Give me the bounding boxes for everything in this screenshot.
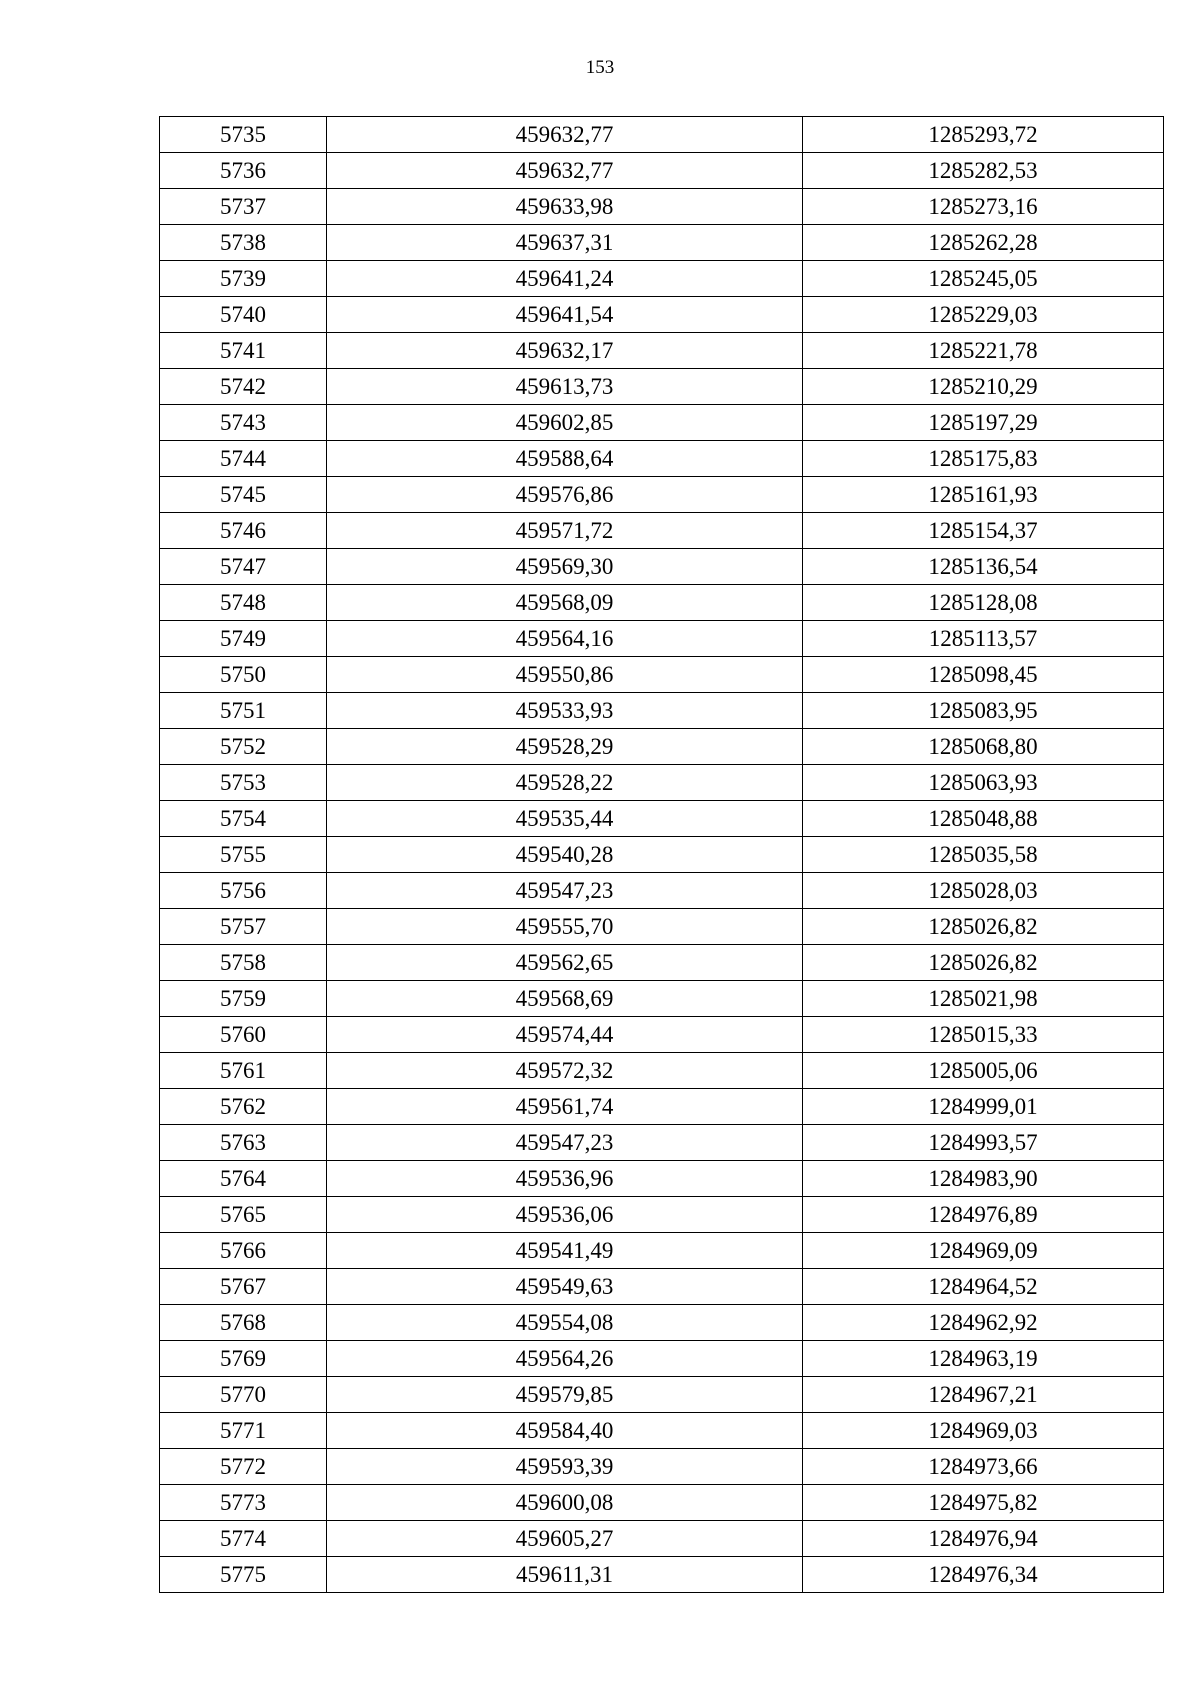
x-coordinate-cell: 459540,28 [327,837,803,873]
x-coordinate-cell: 459593,39 [327,1449,803,1485]
point-number-cell: 5770 [160,1377,327,1413]
x-coordinate-cell: 459632,77 [327,153,803,189]
table-row [160,369,1164,405]
table-row [160,117,1164,153]
x-coordinate-cell: 459637,31 [327,225,803,261]
point-number-cell: 5771 [160,1413,327,1449]
table-row [160,261,1164,297]
point-number-cell: 5775 [160,1557,327,1593]
y-coordinate-cell: 1285282,53 [803,153,1164,189]
y-coordinate-cell: 1284964,52 [803,1269,1164,1305]
x-coordinate-cell: 459571,72 [327,513,803,549]
table-row [160,1557,1164,1593]
y-coordinate-cell: 1285175,83 [803,441,1164,477]
table-row [160,621,1164,657]
point-number-cell: 5751 [160,693,327,729]
table-row [160,585,1164,621]
x-coordinate-cell: 459605,27 [327,1521,803,1557]
table-row [160,1161,1164,1197]
table-row [160,1377,1164,1413]
x-coordinate-cell: 459564,16 [327,621,803,657]
y-coordinate-cell: 1284976,89 [803,1197,1164,1233]
y-coordinate-cell: 1285113,57 [803,621,1164,657]
y-coordinate-cell: 1284999,01 [803,1089,1164,1125]
y-coordinate-cell: 1285197,29 [803,405,1164,441]
table-row [160,1053,1164,1089]
y-coordinate-cell: 1284962,92 [803,1305,1164,1341]
table-row [160,477,1164,513]
x-coordinate-cell: 459572,32 [327,1053,803,1089]
x-coordinate-cell: 459576,86 [327,477,803,513]
y-coordinate-cell: 1285262,28 [803,225,1164,261]
y-coordinate-cell: 1284973,66 [803,1449,1164,1485]
coordinates-table-body [160,117,1164,1593]
table-row [160,981,1164,1017]
table-row [160,909,1164,945]
x-coordinate-cell: 459550,86 [327,657,803,693]
table-row [160,225,1164,261]
point-number-cell: 5748 [160,585,327,621]
x-coordinate-cell: 459568,69 [327,981,803,1017]
x-coordinate-cell: 459541,49 [327,1233,803,1269]
x-coordinate-cell: 459562,65 [327,945,803,981]
y-coordinate-cell: 1284975,82 [803,1485,1164,1521]
point-number-cell: 5754 [160,801,327,837]
point-number-cell: 5743 [160,405,327,441]
point-number-cell: 5767 [160,1269,327,1305]
y-coordinate-cell: 1285128,08 [803,585,1164,621]
y-coordinate-cell: 1284969,03 [803,1413,1164,1449]
table-row [160,1197,1164,1233]
x-coordinate-cell: 459584,40 [327,1413,803,1449]
point-number-cell: 5773 [160,1485,327,1521]
x-coordinate-cell: 459533,93 [327,693,803,729]
x-coordinate-cell: 459588,64 [327,441,803,477]
point-number-cell: 5736 [160,153,327,189]
x-coordinate-cell: 459555,70 [327,909,803,945]
point-number-cell: 5741 [160,333,327,369]
page-number: 153 [585,57,615,78]
table-row [160,1449,1164,1485]
table-row [160,1413,1164,1449]
x-coordinate-cell: 459547,23 [327,1125,803,1161]
point-number-cell: 5738 [160,225,327,261]
table-row [160,441,1164,477]
y-coordinate-cell: 1285068,80 [803,729,1164,765]
x-coordinate-cell: 459579,85 [327,1377,803,1413]
y-coordinate-cell: 1284969,09 [803,1233,1164,1269]
y-coordinate-cell: 1285028,03 [803,873,1164,909]
y-coordinate-cell: 1285048,88 [803,801,1164,837]
y-coordinate-cell: 1285210,29 [803,369,1164,405]
x-coordinate-cell: 459568,09 [327,585,803,621]
table-row [160,333,1164,369]
x-coordinate-cell: 459600,08 [327,1485,803,1521]
table-row [160,1521,1164,1557]
x-coordinate-cell: 459641,54 [327,297,803,333]
point-number-cell: 5742 [160,369,327,405]
point-number-cell: 5772 [160,1449,327,1485]
table-row [160,405,1164,441]
point-number-cell: 5755 [160,837,327,873]
point-number-cell: 5768 [160,1305,327,1341]
table-row [160,1017,1164,1053]
point-number-cell: 5760 [160,1017,327,1053]
point-number-cell: 5739 [160,261,327,297]
table-row [160,693,1164,729]
x-coordinate-cell: 459611,31 [327,1557,803,1593]
x-coordinate-cell: 459633,98 [327,189,803,225]
y-coordinate-cell: 1284963,19 [803,1341,1164,1377]
y-coordinate-cell: 1285221,78 [803,333,1164,369]
table-row [160,765,1164,801]
table-row [160,153,1164,189]
point-number-cell: 5745 [160,477,327,513]
y-coordinate-cell: 1285015,33 [803,1017,1164,1053]
table-row [160,1233,1164,1269]
point-number-cell: 5765 [160,1197,327,1233]
x-coordinate-cell: 459602,85 [327,405,803,441]
table-row [160,837,1164,873]
point-number-cell: 5747 [160,549,327,585]
point-number-cell: 5737 [160,189,327,225]
y-coordinate-cell: 1285026,82 [803,909,1164,945]
y-coordinate-cell: 1285161,93 [803,477,1164,513]
x-coordinate-cell: 459536,96 [327,1161,803,1197]
x-coordinate-cell: 459535,44 [327,801,803,837]
table-row [160,945,1164,981]
table-row [160,1485,1164,1521]
y-coordinate-cell: 1284967,21 [803,1377,1164,1413]
y-coordinate-cell: 1285083,95 [803,693,1164,729]
y-coordinate-cell: 1285021,98 [803,981,1164,1017]
y-coordinate-cell: 1284983,90 [803,1161,1164,1197]
point-number-cell: 5764 [160,1161,327,1197]
point-number-cell: 5753 [160,765,327,801]
point-number-cell: 5752 [160,729,327,765]
y-coordinate-cell: 1285229,03 [803,297,1164,333]
point-number-cell: 5735 [160,117,327,153]
point-number-cell: 5762 [160,1089,327,1125]
table-row [160,1269,1164,1305]
table-row [160,657,1164,693]
y-coordinate-cell: 1284976,34 [803,1557,1164,1593]
y-coordinate-cell: 1284993,57 [803,1125,1164,1161]
table-row [160,1125,1164,1161]
x-coordinate-cell: 459536,06 [327,1197,803,1233]
y-coordinate-cell: 1285098,45 [803,657,1164,693]
x-coordinate-cell: 459569,30 [327,549,803,585]
x-coordinate-cell: 459641,24 [327,261,803,297]
point-number-cell: 5750 [160,657,327,693]
y-coordinate-cell: 1284976,94 [803,1521,1164,1557]
table-row [160,297,1164,333]
point-number-cell: 5756 [160,873,327,909]
table-row [160,801,1164,837]
x-coordinate-cell: 459554,08 [327,1305,803,1341]
table-row [160,729,1164,765]
y-coordinate-cell: 1285005,06 [803,1053,1164,1089]
table-row [160,1305,1164,1341]
x-coordinate-cell: 459632,17 [327,333,803,369]
x-coordinate-cell: 459564,26 [327,1341,803,1377]
table-row [160,873,1164,909]
y-coordinate-cell: 1285154,37 [803,513,1164,549]
point-number-cell: 5759 [160,981,327,1017]
point-number-cell: 5744 [160,441,327,477]
y-coordinate-cell: 1285273,16 [803,189,1164,225]
x-coordinate-cell: 459528,29 [327,729,803,765]
x-coordinate-cell: 459547,23 [327,873,803,909]
point-number-cell: 5774 [160,1521,327,1557]
coordinates-table [159,116,1164,1593]
y-coordinate-cell: 1285136,54 [803,549,1164,585]
y-coordinate-cell: 1285245,05 [803,261,1164,297]
point-number-cell: 5766 [160,1233,327,1269]
x-coordinate-cell: 459613,73 [327,369,803,405]
table-row [160,549,1164,585]
table-row [160,513,1164,549]
point-number-cell: 5761 [160,1053,327,1089]
point-number-cell: 5758 [160,945,327,981]
table-row [160,1089,1164,1125]
point-number-cell: 5757 [160,909,327,945]
point-number-cell: 5740 [160,297,327,333]
y-coordinate-cell: 1285026,82 [803,945,1164,981]
x-coordinate-cell: 459549,63 [327,1269,803,1305]
table-row [160,189,1164,225]
y-coordinate-cell: 1285063,93 [803,765,1164,801]
x-coordinate-cell: 459561,74 [327,1089,803,1125]
point-number-cell: 5769 [160,1341,327,1377]
table-row [160,1341,1164,1377]
x-coordinate-cell: 459574,44 [327,1017,803,1053]
x-coordinate-cell: 459632,77 [327,117,803,153]
y-coordinate-cell: 1285035,58 [803,837,1164,873]
point-number-cell: 5749 [160,621,327,657]
y-coordinate-cell: 1285293,72 [803,117,1164,153]
point-number-cell: 5763 [160,1125,327,1161]
x-coordinate-cell: 459528,22 [327,765,803,801]
point-number-cell: 5746 [160,513,327,549]
